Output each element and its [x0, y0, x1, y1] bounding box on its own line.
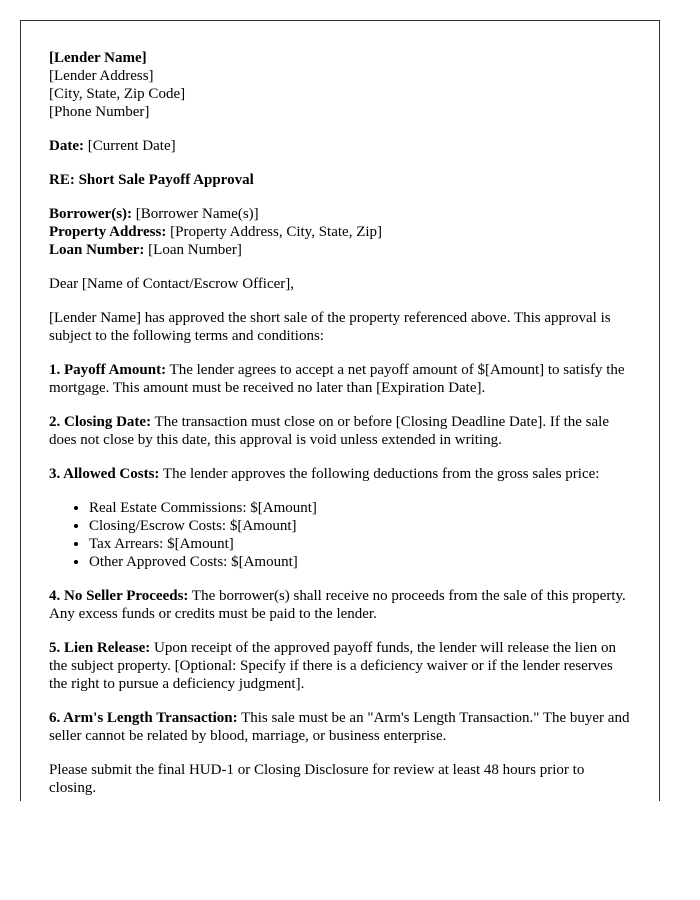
- term-no-seller-proceeds: [49, 587, 631, 623]
- term-arms-length: [49, 709, 631, 745]
- property-address-value: [Property Address, City, State, Zip]: [166, 224, 383, 240]
- term-closing-date: [49, 413, 631, 449]
- lender-address: [Lender Address]: [49, 68, 154, 84]
- list-item: • Tax Arrears: $[Amount]: [89, 535, 631, 553]
- subject-line: [49, 171, 631, 189]
- term-text: The borrower(s) shall receive no proceeds from the sale of this property. Any excess funds or credits must be paid to the lender.: [49, 588, 626, 622]
- date-label: Date:: [49, 138, 84, 154]
- term-text: The lender approves the following deductions from the gross sales price:: [159, 466, 600, 482]
- lender-name: [Lender Name]: [49, 50, 147, 66]
- term-label: 6. Arm's Length Transaction:: [49, 710, 238, 726]
- allowed-costs-list: [49, 499, 631, 571]
- term-label: 3. Allowed Costs:: [49, 466, 160, 482]
- term-text: Upon receipt of the approved payoff funds, the lender will release the lien on the subject property. [Optional: Specify if there is a deficiency waiver or if the lender reserves the right to pursue a deficiency judgment].: [49, 640, 617, 692]
- term-text: The lender agrees to accept a net payoff amount of $[Amount] to satisfy the mortgage. This amount must be received no later than [Expiration Date].: [49, 362, 625, 396]
- letter-page: [20, 20, 660, 801]
- list-item: • Closing/Escrow Costs: $[Amount]: [89, 517, 631, 535]
- lender-block: [49, 49, 631, 121]
- list-item: • Other Approved Costs: $[Amount]: [89, 553, 631, 571]
- term-label: 5. Lien Release:: [49, 640, 151, 656]
- term-text: The transaction must close on or before [Closing Deadline Date]. If the sale does not close by this date, this approval is void unless extended in writing.: [49, 414, 609, 448]
- term-payoff-amount: [49, 361, 631, 397]
- closing-paragraph: Please submit the final HUD-1 or Closing Disclosure for review at least 48 hours prior to closing.: [49, 762, 585, 796]
- borrower-label: Borrower(s):: [49, 206, 133, 222]
- date-line: [49, 137, 631, 155]
- loan-details: [49, 205, 631, 259]
- term-label: 1. Payoff Amount:: [49, 362, 167, 378]
- borrower-value: [Borrower Name(s)]: [132, 206, 259, 222]
- loan-number-label: Loan Number:: [49, 242, 145, 258]
- lender-phone: [Phone Number]: [49, 104, 150, 120]
- term-label: 2. Closing Date:: [49, 414, 152, 430]
- term-text: This sale must be an "Arm's Length Transaction." The buyer and seller cannot be related by blood, marriage, or business enterprise.: [49, 710, 630, 744]
- intro-paragraph: [Lender Name] has approved the short sale of the property referenced above. This approval is subject to the following terms and conditions:: [49, 310, 611, 344]
- subject: RE: Short Sale Payoff Approval: [49, 172, 254, 188]
- date-value: [Current Date]: [83, 138, 176, 154]
- term-lien-release: [49, 639, 631, 693]
- term-label: 4. No Seller Proceeds:: [49, 588, 189, 604]
- property-address-label: Property Address:: [49, 224, 167, 240]
- lender-city-state-zip: [City, State, Zip Code]: [49, 86, 186, 102]
- list-item: • Real Estate Commissions: $[Amount]: [89, 499, 631, 517]
- loan-number-value: [Loan Number]: [144, 242, 242, 258]
- term-allowed-costs: [49, 465, 631, 483]
- salutation: Dear [Name of Contact/Escrow Officer],: [49, 276, 295, 292]
